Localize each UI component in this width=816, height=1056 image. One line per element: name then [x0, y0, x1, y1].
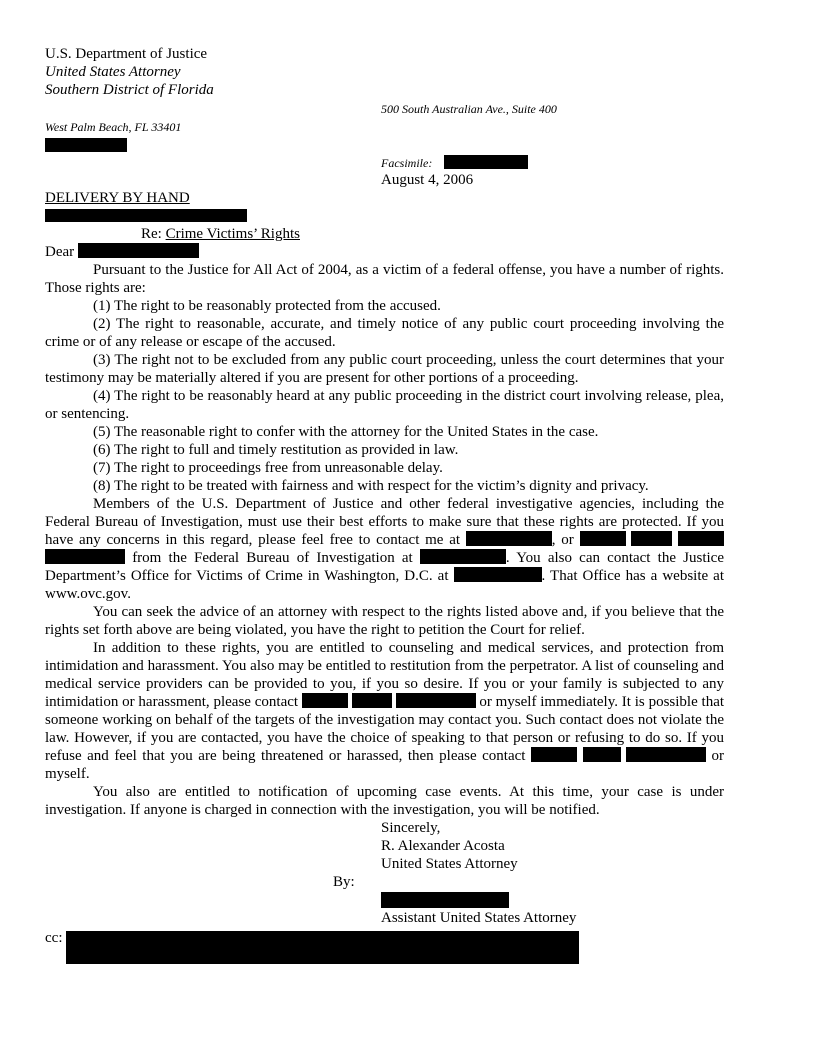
redacted-contact2-title [531, 747, 577, 762]
counseling-paragraph [45, 639, 724, 783]
counseling-text-2: or myself immediately. It is possible that someone working on behalf of the targets of the investigation may contact you. Such contact does not violate the law. However, if you are contacted, you have the choice of speaking to that person or refusing to do so. If you refuse and feel that you are being threatened or harassed, then please contact [45, 694, 725, 764]
redacted-ausa-name [381, 892, 509, 908]
members-text-2: , or [551, 532, 574, 548]
redacted-address [45, 209, 247, 222]
letter-date: August 4, 2006 [381, 172, 474, 188]
re-line [141, 225, 300, 243]
right-item-7: (7) The right to proceedings free from unreasonable delay. [93, 460, 443, 476]
redacted-cc-list [66, 931, 579, 964]
salutation: Dear [45, 244, 75, 260]
cc-label: cc: [45, 930, 63, 946]
members-text-3: from the Federal Bureau of Investigation at [132, 550, 413, 566]
delivery-method: DELIVERY BY HAND [45, 190, 190, 206]
redacted-agent-middle [678, 531, 724, 546]
right-item-1: (1) The right to be reasonably protected from the accused. [93, 298, 441, 314]
redacted-agent-title [580, 531, 626, 546]
counseling-text-1: In addition to these rights, you are entitled to counseling and medical services, and protection from intimidation and harassment. You also may be entitled to restitution from the perpetrator. A list of counseling and medical service providers can be provided to you, if you so desire. If you or your family is subjected to any intimidation or harassment, please contact [45, 640, 724, 710]
notification-paragraph: You also are entitled to notification of upcoming case events. At this time, your case is under investigation. If anyone is charged in connection with the investigation, you will be notified. [45, 784, 724, 818]
right-item-3: (3) The right not to be excluded from any public court proceeding, unless the court determines that your testimony may be materially altered if you are present for other portions of a proceeding. [45, 352, 724, 386]
members-text-4: . You also can contact the Justice Department’s Office for Victims of Crime in Washington, D.C. at [45, 550, 725, 584]
members-text-1: Members of the U.S. Department of Justice and other federal investigative agencies, including the Federal Bureau of Investigation, must use their best efforts to make sure that these rights are protected. If you have any concerns in this regard, please feel free to contact me at [45, 496, 724, 548]
closing-sincerely: Sincerely, [381, 820, 441, 836]
redacted-agent-last [45, 549, 125, 564]
redacted-contact-title [302, 693, 348, 708]
right-item-4: (4) The right to be reasonably heard at any public proceeding in the district court involving release, plea, or sentencing. [45, 388, 724, 422]
redacted-contact2-first [583, 747, 621, 762]
redacted-agent-first [631, 531, 672, 546]
right-item-5: (5) The reasonable right to confer with the attorney for the United States in the case. [93, 424, 599, 440]
district-name: Southern District of Florida [45, 82, 214, 98]
office-address: 500 South Australian Ave., Suite 400 [381, 102, 557, 116]
redacted-recipient [78, 243, 199, 258]
counseling-text-3: or myself. [45, 748, 725, 782]
redacted-facsimile [444, 155, 528, 169]
members-text-5: . That Office has a website at www.ovc.gov. [45, 568, 724, 602]
salutation-line [45, 243, 199, 261]
redacted-contact-first [352, 693, 392, 708]
redacted-contact-last [396, 693, 476, 708]
advice-paragraph: You can seek the advice of an attorney with respect to the rights listed above and, if you believe that the rights set forth above are being violated, you have the right to petition the Court for relief. [45, 604, 724, 638]
redacted-contact2-last [626, 747, 706, 762]
re-subject: Crime Victims’ Rights [165, 226, 300, 242]
signatory-title: United States Attorney [381, 856, 518, 872]
right-item-8: (8) The right to be treated with fairness and with respect for the victim’s dignity and privacy. [93, 478, 649, 494]
signatory-name: R. Alexander Acosta [381, 838, 505, 854]
department-name: U.S. Department of Justice [45, 46, 208, 62]
office-city: West Palm Beach, FL 33401 [45, 120, 182, 134]
redacted-fbi-phone [420, 549, 506, 564]
office-name: United States Attorney [45, 64, 181, 80]
redacted-contact-phone [466, 531, 552, 546]
by-label: By: [333, 874, 355, 890]
right-item-2: (2) The right to reasonable, accurate, and timely notice of any public court proceeding involving the crime or of any release or escape of the accused. [45, 316, 724, 350]
redacted-ovc-phone [454, 567, 542, 582]
ausa-title: Assistant United States Attorney [381, 910, 577, 926]
redacted-phone [45, 138, 127, 152]
re-label: Re: [141, 226, 162, 242]
letter-body [45, 261, 724, 819]
right-item-6: (6) The right to full and timely restitution as provided in law. [93, 442, 459, 458]
members-paragraph [45, 495, 724, 603]
facsimile-label: Facsimile: [381, 156, 433, 170]
intro-paragraph: Pursuant to the Justice for All Act of 2004, as a victim of a federal offense, you have a number of rights. Those rights are: [45, 262, 724, 296]
